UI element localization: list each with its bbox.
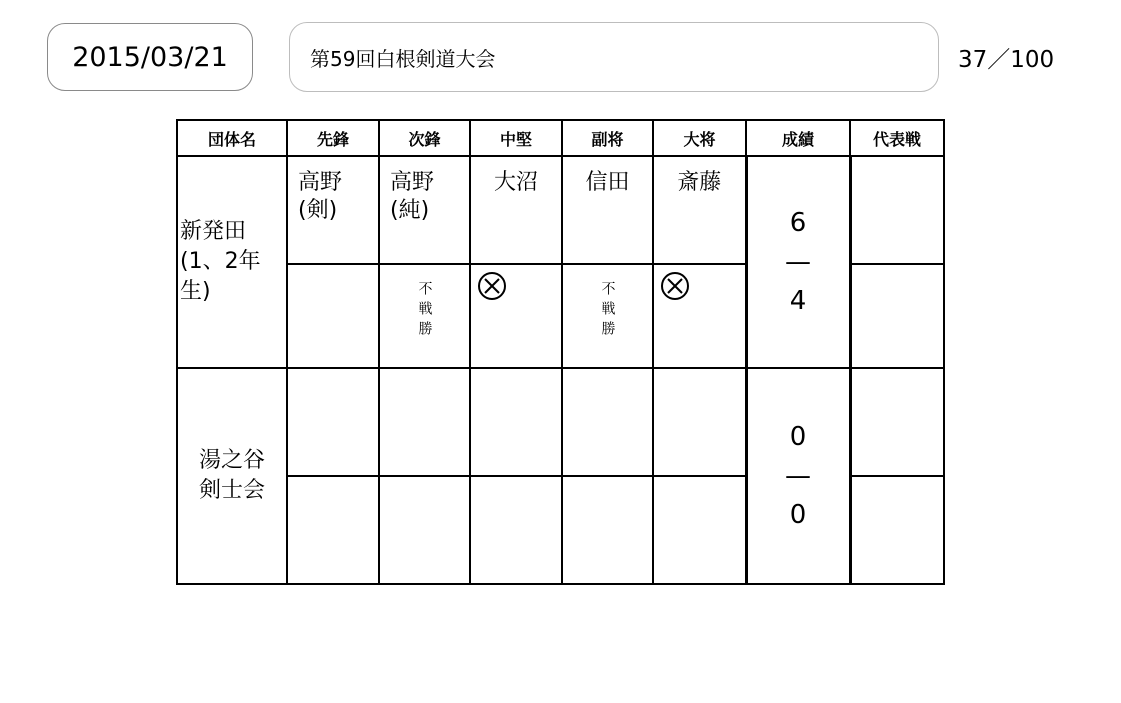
default-win-mark [380,265,469,347]
match-table [176,119,945,585]
representative-cell[interactable] [850,156,944,264]
team2-players-row [177,368,944,476]
column-header-result: 成績 [746,120,850,156]
team-name: 新発田(1、2年生) [180,219,261,304]
player-cell-jiho[interactable] [379,368,470,476]
column-header-team: 団体名 [177,120,287,156]
player-cell-fukusho[interactable] [562,368,653,476]
player-cell-taisho[interactable] [653,368,746,476]
score-bottom: 0 [789,500,807,530]
column-header-chuken: 中堅 [470,120,562,156]
representative-cell[interactable] [850,368,944,476]
loss-mark-icon [660,271,690,301]
score-cell[interactable] [746,156,850,368]
result-cell-jiho[interactable] [379,476,470,584]
result-cell-taisho[interactable] [653,476,746,584]
score-cell[interactable] [746,368,850,584]
result-cell-chuken[interactable] [470,264,562,368]
score-separator: — [785,461,811,491]
default-win-text: 不戦勝 [416,281,433,341]
player-cell-jiho[interactable]: 高野(純) [379,156,470,264]
page-counter: 37／100 [958,46,1055,73]
player-cell-taisho[interactable]: 斎藤 [653,156,746,264]
team1-players-row [177,156,944,264]
result-cell-fukusho[interactable] [562,476,653,584]
team-name-cell[interactable] [177,156,287,368]
result-cell-fukusho[interactable] [562,264,653,368]
representative-cell[interactable] [850,476,944,584]
column-header-senpo: 先鋒 [287,120,379,156]
player-cell-chuken[interactable]: 大沼 [470,156,562,264]
representative-cell[interactable] [850,264,944,368]
result-cell-taisho[interactable] [653,264,746,368]
result-cell-senpo[interactable] [287,476,379,584]
default-win-text: 不戦勝 [599,281,616,341]
result-cell-senpo[interactable] [287,264,379,368]
column-header-jiho: 次鋒 [379,120,470,156]
player-cell-chuken[interactable] [470,368,562,476]
result-cell-chuken[interactable] [470,476,562,584]
result-cell-jiho[interactable] [379,264,470,368]
column-header-fukusho: 副将 [562,120,653,156]
column-header-taisho: 大将 [653,120,746,156]
team-name-cell[interactable] [177,368,287,584]
score-separator: — [785,247,811,277]
score-top: 6 [789,208,807,238]
score-top: 0 [789,422,807,452]
tournament-title[interactable]: 第59回白根剣道大会 [289,22,939,92]
match-date[interactable]: 2015/03/21 [47,23,253,91]
team-name: 湯之谷剣士会 [198,448,265,503]
player-cell-senpo[interactable] [287,368,379,476]
header-row [177,120,944,156]
column-header-representative: 代表戦 [850,120,944,156]
score-bottom: 4 [789,286,807,316]
player-cell-senpo[interactable]: 高野(剣) [287,156,379,264]
default-win-mark [563,265,652,347]
loss-mark-icon [477,271,507,301]
player-cell-fukusho[interactable]: 信田 [562,156,653,264]
